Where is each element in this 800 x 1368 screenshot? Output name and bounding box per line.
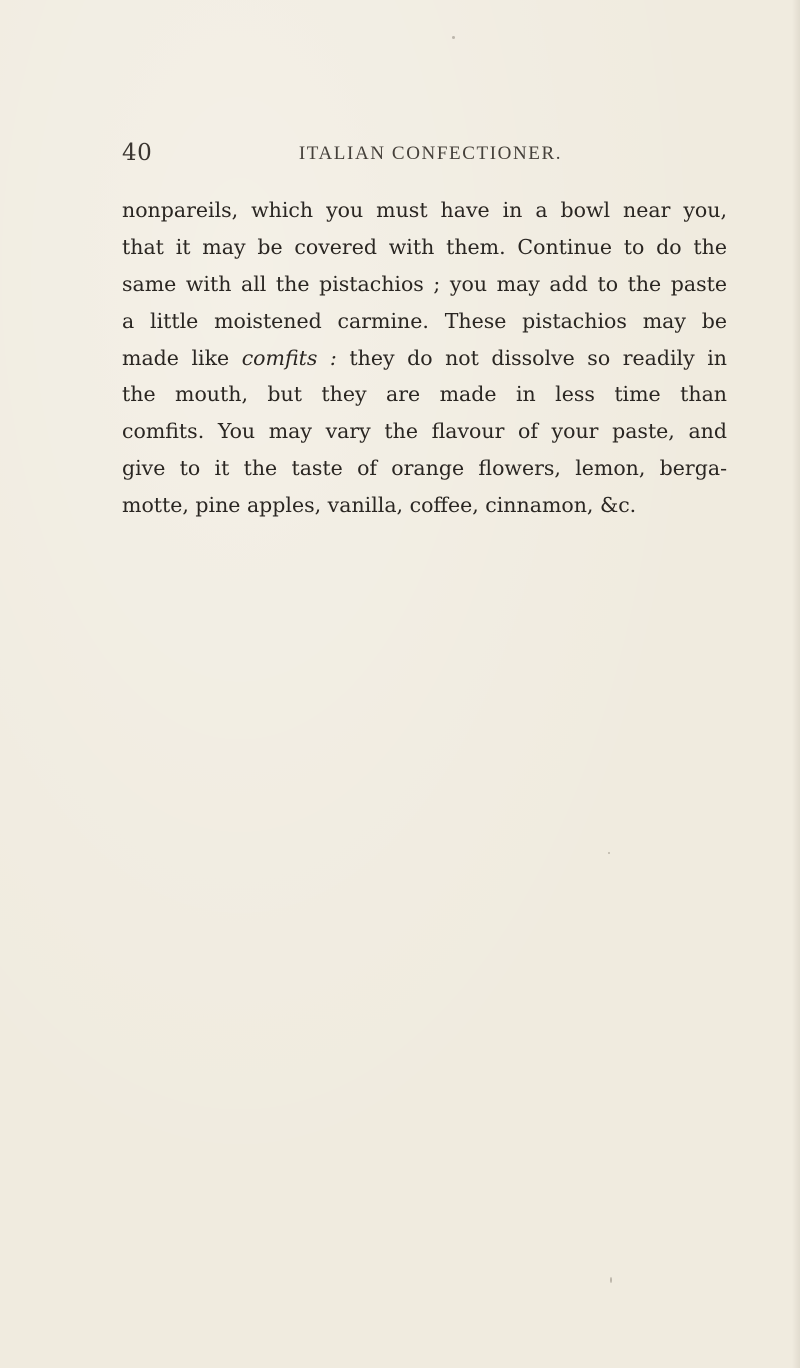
running-title: ITALIAN CONFECTIONER. xyxy=(298,143,563,164)
text-line-2: that it may be covered with them. Continue to do the xyxy=(122,234,727,259)
text-line-1: nonpareils, which you must have in a bowl near you, xyxy=(122,198,727,222)
text-line-3: same with all the pistachios ; you may add to the paste xyxy=(122,271,727,296)
text-line-5-start: made like xyxy=(122,345,242,370)
text-line-7: comfits. You may vary the flavour of your paste, and xyxy=(122,419,727,444)
text-line-9: motte, pine apples, vanilla, coffee, cinnamon, &c. xyxy=(122,493,637,518)
page-number: 40 xyxy=(122,140,153,166)
body-paragraph xyxy=(122,192,727,524)
text-line-4: a little moistened carmine. These pistachios may be xyxy=(122,308,727,333)
page-edge-shadow xyxy=(792,0,800,1368)
paper-speck xyxy=(608,852,610,854)
paper-speck xyxy=(610,1277,612,1283)
text-line-5-end: they do not dissolve so readily in xyxy=(336,345,727,370)
text-line-6: the mouth, but they are made in less time than xyxy=(122,382,727,407)
paper-speck xyxy=(452,36,455,39)
text-line-5 xyxy=(122,340,727,377)
text-line-8: give to it the taste of orange flowers, lemon, berga- xyxy=(122,456,727,481)
running-head xyxy=(122,140,727,174)
italic-term-comfits: comfits : xyxy=(241,345,337,370)
